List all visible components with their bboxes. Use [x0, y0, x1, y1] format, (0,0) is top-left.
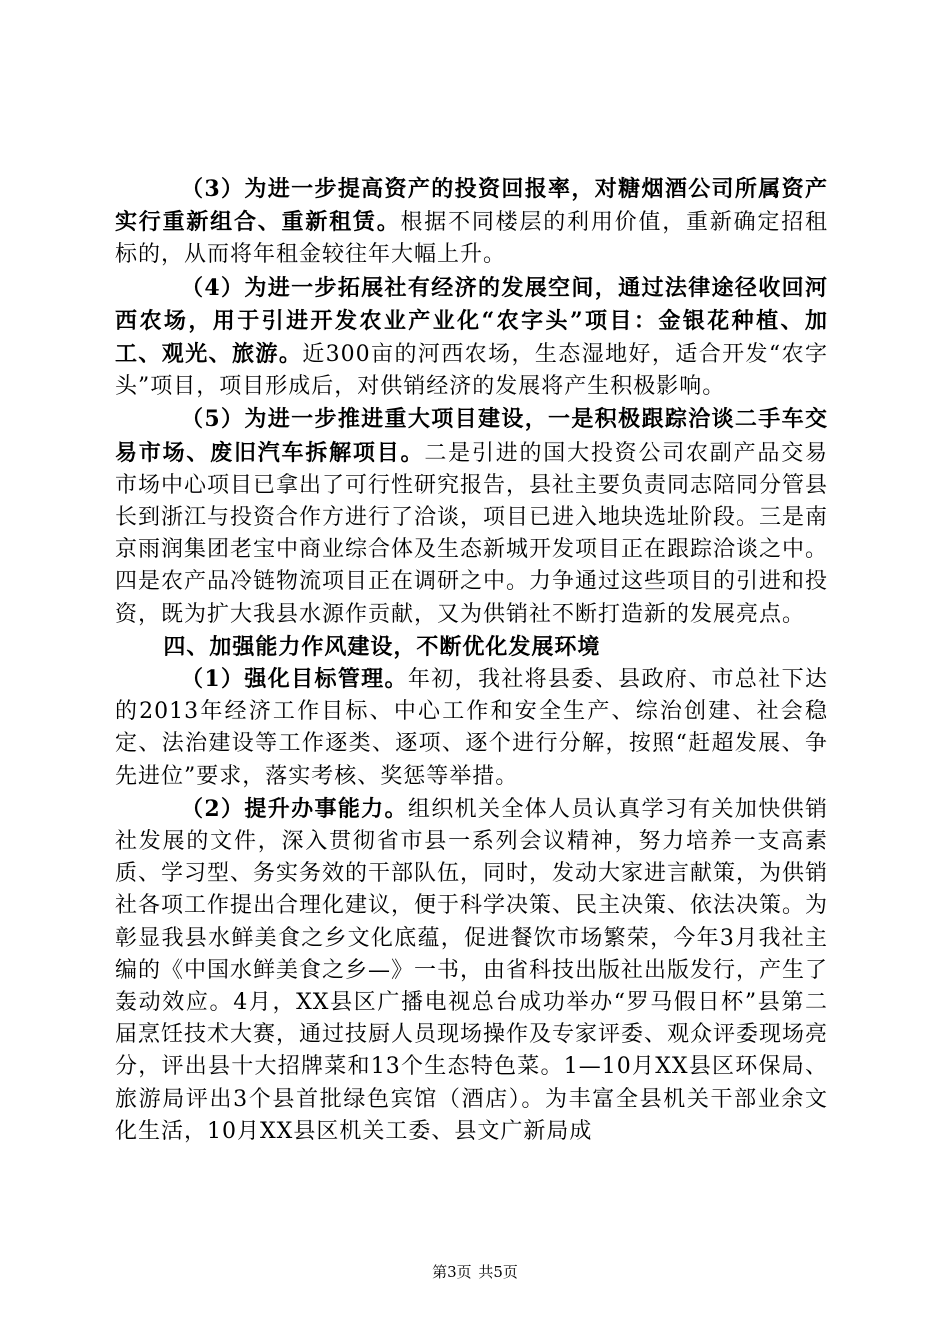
paragraph-4: [115, 272, 828, 404]
page-footer: [0, 1262, 950, 1282]
section-heading: 四、加强能力作风建设，不断优化发展环境: [163, 633, 601, 660]
subsection-1-lead: （1）强化目标管理。: [181, 666, 408, 693]
subsection-2-text: 组织机关全体人员认真学习有关加快供销社发展的文件，深入贯彻省市县一系列会议精神，努力培养一支高素质、学习型、务实务效的干部队伍，同时，发动大家进言献策，为供销社各项工作提出合理化建议，便于科学决策、民主决策、依法决策。为彰显我县水鲜美食之乡文化底蕴，促进餐饮市场繁荣，今年3月我社主编的《中国水鲜美食之乡—》一书，由省科技出版社出版发行，产生了轰动效应。4月，XX县区广播电视总台成功举办“罗马假日杯”县第二届烹饪技术大赛，通过技厨人员现场操作及专家评委、观众评委现场亮分，评出县十大招牌菜和13个生态特色菜。1—10月XX县区环保局、旅游局评出3个县首批绿色宾馆（酒店）。为丰富全县机关干部业余文化生活，10月XX县区机关工委、县文广新局成: [115, 796, 829, 1144]
document-body: [115, 173, 828, 1148]
subsection-1-text: 年初，我社将县委、县政府、市总社下达的2013年经济工作目标、中心工作和安全生产、综治创建、社会稳定、法治建设等工作逐类、逐项、逐个进行分解，按照“赶超发展、争先进位”要求，落实考核、奖惩等举措。: [115, 667, 828, 789]
paragraph-5-lead: （5）为进一步推进重大项目建设，一是积极跟踪洽谈二手车交易市场、废旧汽车拆解项目。: [115, 406, 828, 466]
paragraph-3-text: 根据不同楼层的利用价值，重新确定招租标的，从而将年租金较往年大幅上升。: [115, 210, 828, 268]
paragraph-5-text: 二是引进的国大投资公司农副产品交易市场中心项目已拿出了可行性研究报告，县社主要负责同志陪同分管县长到浙江与投资合作方进行了洽谈，项目已进入地块选址阶段。三是南京雨润集团老宝中商业综合体及生态新城开发项目正在跟踪洽谈之中。四是农产品冷链物流项目正在调研之中。力争通过这些项目的引进和投资，既为扩大我县水源作贡献，又为供销社不断打造新的发展亮点。: [115, 440, 829, 627]
subsection-2: [115, 793, 828, 1148]
paragraph-5: [115, 403, 828, 630]
paragraph-3-lead: （3）为进一步提高资产的投资回报率，对糖烟酒公司所属资产实行重新组合、重新租赁。: [115, 176, 828, 236]
paragraph-4-text: 近300亩的河西农场，生态湿地好，适合开发“农字头”项目，项目形成后，对供销经济的发展将产生积极影响。: [115, 342, 828, 400]
subsection-2-lead: （2）提升办事能力。: [181, 795, 408, 822]
paragraph-4-lead: （4）为进一步拓展社有经济的发展空间，通过法律途径收回河西农场，用于引进开发农业产业化“农字头”项目：金银花种植、加工、观光、旅游。: [115, 274, 828, 368]
page-number: 第3页: [432, 1263, 472, 1281]
page-total: 共5页: [478, 1263, 518, 1281]
subsection-1: [115, 663, 828, 793]
paragraph-3: [115, 173, 828, 272]
